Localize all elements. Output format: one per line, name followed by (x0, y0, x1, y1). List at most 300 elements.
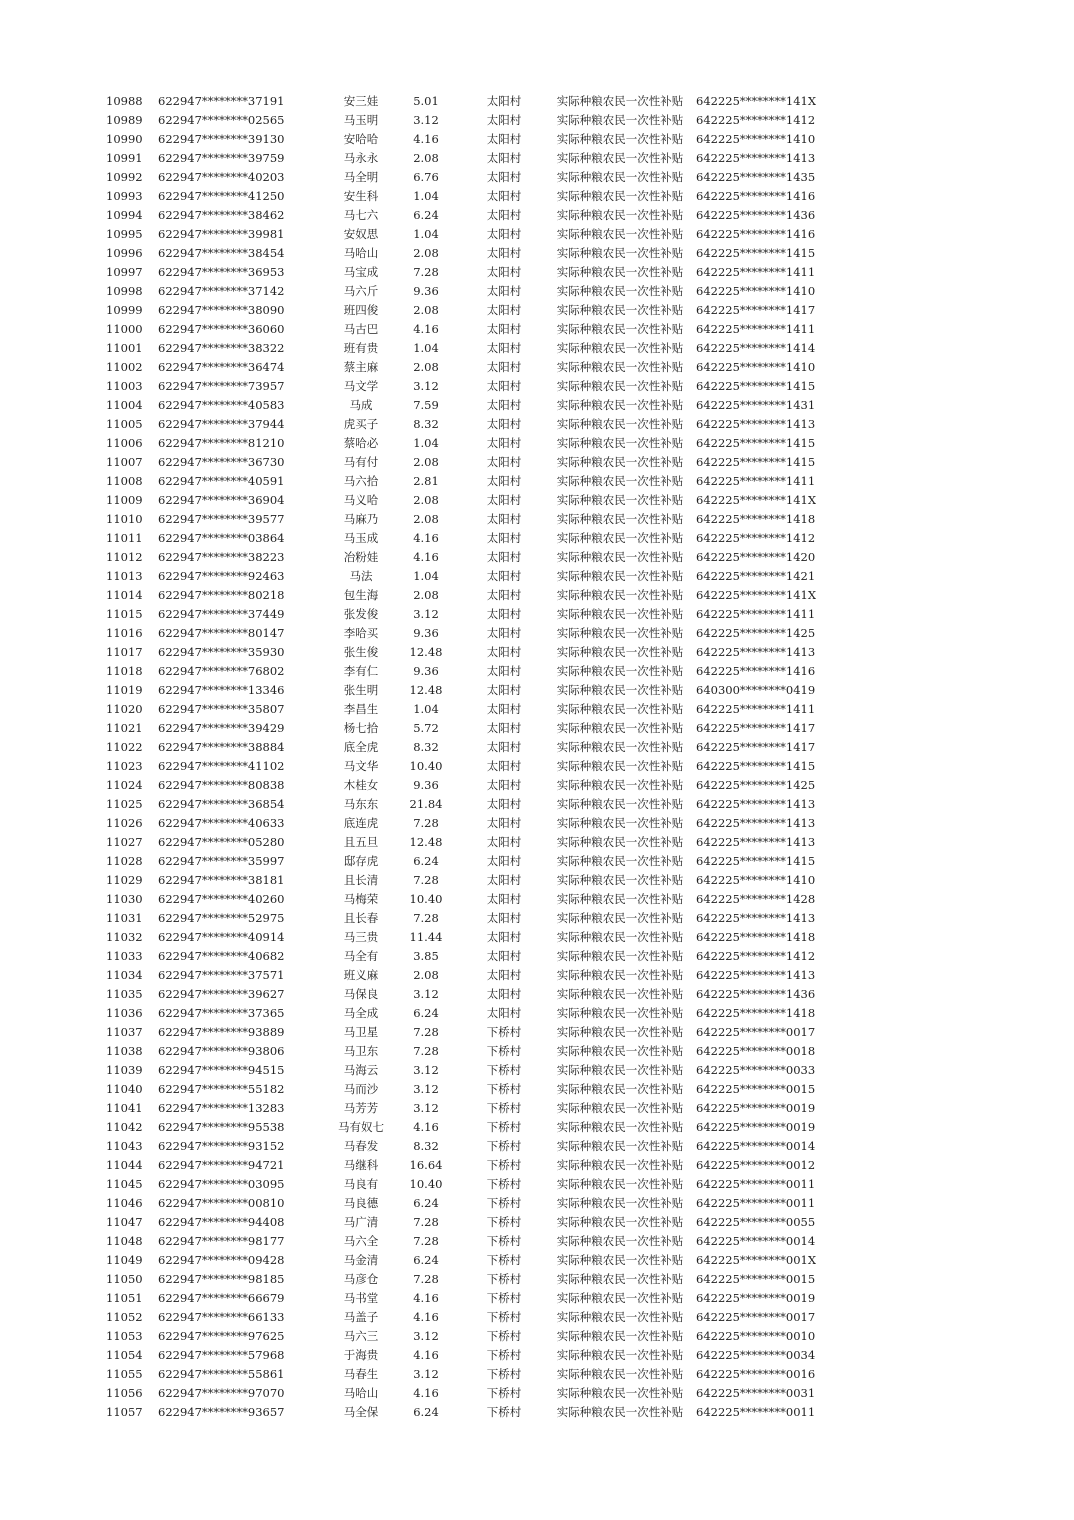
subsidy-type: 实际种粮农民一次性补贴 (556, 930, 684, 944)
farmer-name: 马春发 (343, 1139, 379, 1153)
table-row (100, 1099, 840, 1118)
row-number: 11014 (106, 588, 143, 602)
subsidy-amount: 5.01 (413, 94, 439, 108)
id-card-number: 642225********0014 (696, 1234, 816, 1248)
table-row (100, 1004, 840, 1023)
village-name: 太阳村 (486, 113, 522, 127)
row-number: 11022 (106, 740, 143, 754)
village-name: 太阳村 (486, 265, 522, 279)
row-number: 11003 (106, 379, 143, 393)
subsidy-type: 实际种粮农民一次性补贴 (556, 1082, 684, 1096)
subsidy-type: 实际种粮农民一次性补贴 (556, 1253, 684, 1267)
table-row (100, 1346, 840, 1365)
id-card-number: 642225********0033 (696, 1063, 816, 1077)
row-number: 11016 (106, 626, 143, 640)
subsidy-type: 实际种粮农民一次性补贴 (556, 626, 684, 640)
id-card-number: 642225********1415 (696, 379, 816, 393)
bank-card-number: 622947********98185 (158, 1272, 285, 1286)
bank-card-number: 622947********93152 (158, 1139, 285, 1153)
table-row (100, 548, 840, 567)
table-row (100, 453, 840, 472)
table-row (100, 586, 840, 605)
row-number: 11020 (106, 702, 143, 716)
subsidy-amount: 8.32 (413, 417, 439, 431)
bank-card-number: 622947********09428 (158, 1253, 285, 1267)
farmer-name: 马盖子 (343, 1310, 379, 1324)
subsidy-amount: 9.36 (413, 664, 439, 678)
table-row (100, 92, 840, 111)
village-name: 下桥村 (486, 1386, 522, 1400)
subsidy-type: 实际种粮农民一次性补贴 (556, 398, 684, 412)
subsidy-type: 实际种粮农民一次性补贴 (556, 132, 684, 146)
id-card-number: 642225********1418 (696, 930, 816, 944)
row-number: 10995 (106, 227, 143, 241)
subsidy-amount: 12.48 (409, 645, 443, 659)
village-name: 太阳村 (486, 151, 522, 165)
village-name: 太阳村 (486, 322, 522, 336)
row-number: 11033 (106, 949, 143, 963)
table-row (100, 1156, 840, 1175)
bank-card-number: 622947********40682 (158, 949, 285, 963)
subsidy-type: 实际种粮农民一次性补贴 (556, 740, 684, 754)
subsidy-type: 实际种粮农民一次性补贴 (556, 873, 684, 887)
farmer-name: 马海云 (343, 1063, 379, 1077)
table-row (100, 928, 840, 947)
table-row (100, 244, 840, 263)
farmer-name: 马芳芳 (343, 1101, 379, 1115)
bank-card-number: 622947********37944 (158, 417, 285, 431)
village-name: 太阳村 (486, 512, 522, 526)
bank-card-number: 622947********40633 (158, 816, 285, 830)
row-number: 11056 (106, 1386, 143, 1400)
row-number: 11010 (106, 512, 143, 526)
bank-card-number: 622947********35930 (158, 645, 285, 659)
bank-card-number: 622947********94515 (158, 1063, 285, 1077)
bank-card-number: 622947********39130 (158, 132, 285, 146)
table-row (100, 795, 840, 814)
table-row (100, 643, 840, 662)
farmer-name: 邸存虎 (343, 854, 379, 868)
farmer-name: 虎买子 (343, 417, 379, 431)
id-card-number: 642225********1416 (696, 189, 816, 203)
subsidy-type: 实际种粮农民一次性补贴 (556, 607, 684, 621)
farmer-name: 马而沙 (343, 1082, 379, 1096)
village-name: 太阳村 (486, 341, 522, 355)
subsidy-amount: 4.16 (413, 1348, 439, 1362)
table-row (100, 1080, 840, 1099)
subsidy-type: 实际种粮农民一次性补贴 (556, 303, 684, 317)
bank-card-number: 622947********40914 (158, 930, 285, 944)
subsidy-amount: 7.28 (413, 1234, 439, 1248)
row-number: 10994 (106, 208, 143, 222)
table-row (100, 187, 840, 206)
table-row (100, 339, 840, 358)
id-card-number: 642225********0017 (696, 1025, 816, 1039)
village-name: 下桥村 (486, 1253, 522, 1267)
farmer-name: 张生明 (343, 683, 379, 697)
id-card-number: 642225********0015 (696, 1272, 816, 1286)
row-number: 11023 (106, 759, 143, 773)
id-card-number: 642225********0011 (696, 1405, 816, 1419)
subsidy-amount: 7.28 (413, 265, 439, 279)
id-card-number: 642225********1413 (696, 816, 816, 830)
row-number: 11049 (106, 1253, 143, 1267)
row-number: 10997 (106, 265, 143, 279)
farmer-name: 马永永 (343, 151, 379, 165)
farmer-name: 杨七拾 (343, 721, 379, 735)
farmer-name: 马三贵 (343, 930, 379, 944)
village-name: 下桥村 (486, 1082, 522, 1096)
subsidy-amount: 1.04 (413, 702, 439, 716)
farmer-name: 马广清 (343, 1215, 379, 1229)
row-number: 11055 (106, 1367, 143, 1381)
farmer-name: 班四俊 (343, 303, 379, 317)
table-row (100, 624, 840, 643)
table-row (100, 852, 840, 871)
farmer-name: 马春生 (343, 1367, 379, 1381)
subsidy-type: 实际种粮农民一次性补贴 (556, 1405, 684, 1419)
village-name: 太阳村 (486, 189, 522, 203)
id-card-number: 642225********1420 (696, 550, 816, 564)
subsidy-amount: 1.04 (413, 189, 439, 203)
row-number: 11024 (106, 778, 143, 792)
subsidy-type: 实际种粮农民一次性补贴 (556, 379, 684, 393)
bank-card-number: 622947********37571 (158, 968, 285, 982)
farmer-name: 于海贵 (343, 1348, 379, 1362)
row-number: 11051 (106, 1291, 143, 1305)
bank-card-number: 622947********40260 (158, 892, 285, 906)
table-row (100, 1384, 840, 1403)
row-number: 11035 (106, 987, 143, 1001)
bank-card-number: 622947********36060 (158, 322, 285, 336)
id-card-number: 642225********0010 (696, 1329, 816, 1343)
farmer-name: 马东东 (343, 797, 379, 811)
table-row (100, 1061, 840, 1080)
table-row (100, 377, 840, 396)
row-number: 11043 (106, 1139, 143, 1153)
id-card-number: 642225********1413 (696, 645, 816, 659)
bank-card-number: 622947********38181 (158, 873, 285, 887)
village-name: 下桥村 (486, 1329, 522, 1343)
bank-card-number: 622947********13346 (158, 683, 285, 697)
id-card-number: 642225********1415 (696, 854, 816, 868)
village-name: 下桥村 (486, 1367, 522, 1381)
subsidy-amount: 8.32 (413, 1139, 439, 1153)
subsidy-amount: 3.12 (413, 379, 439, 393)
village-name: 下桥村 (486, 1215, 522, 1229)
farmer-name: 马全成 (343, 1006, 379, 1020)
table-row (100, 111, 840, 130)
id-card-number: 642225********0017 (696, 1310, 816, 1324)
farmer-name: 马六全 (343, 1234, 379, 1248)
village-name: 下桥村 (486, 1196, 522, 1210)
table-row (100, 225, 840, 244)
bank-card-number: 622947********37449 (158, 607, 285, 621)
id-card-number: 642225********0055 (696, 1215, 816, 1229)
table-row (100, 605, 840, 624)
subsidy-type: 实际种粮农民一次性补贴 (556, 702, 684, 716)
farmer-name: 马哈山 (343, 246, 379, 260)
village-name: 太阳村 (486, 645, 522, 659)
subsidy-amount: 4.16 (413, 531, 439, 545)
subsidy-amount: 9.36 (413, 626, 439, 640)
subsidy-table (100, 92, 840, 1422)
subsidy-type: 实际种粮农民一次性补贴 (556, 436, 684, 450)
farmer-name: 木桂女 (343, 778, 379, 792)
subsidy-type: 实际种粮农民一次性补贴 (556, 151, 684, 165)
bank-card-number: 622947********55861 (158, 1367, 285, 1381)
id-card-number: 642225********1411 (696, 322, 816, 336)
id-card-number: 642225********1410 (696, 873, 816, 887)
subsidy-type: 实际种粮农民一次性补贴 (556, 208, 684, 222)
id-card-number: 642225********0019 (696, 1291, 816, 1305)
bank-card-number: 622947********00810 (158, 1196, 285, 1210)
id-card-number: 642225********0014 (696, 1139, 816, 1153)
subsidy-amount: 3.12 (413, 1063, 439, 1077)
bank-card-number: 622947********40203 (158, 170, 285, 184)
farmer-name: 安三娃 (343, 94, 379, 108)
row-number: 11029 (106, 873, 143, 887)
subsidy-amount: 4.16 (413, 550, 439, 564)
village-name: 太阳村 (486, 683, 522, 697)
subsidy-type: 实际种粮农民一次性补贴 (556, 189, 684, 203)
table-row (100, 396, 840, 415)
bank-card-number: 622947********35807 (158, 702, 285, 716)
subsidy-type: 实际种粮农民一次性补贴 (556, 341, 684, 355)
subsidy-type: 实际种粮农民一次性补贴 (556, 550, 684, 564)
id-card-number: 642225********141X (696, 493, 817, 507)
id-card-number: 642225********1412 (696, 113, 816, 127)
bank-card-number: 622947********97625 (158, 1329, 285, 1343)
bank-card-number: 622947********02565 (158, 113, 285, 127)
row-number: 11007 (106, 455, 143, 469)
village-name: 太阳村 (486, 550, 522, 564)
id-card-number: 642225********1410 (696, 132, 816, 146)
table-row (100, 1194, 840, 1213)
row-number: 10988 (106, 94, 143, 108)
farmer-name: 马六斤 (343, 284, 379, 298)
farmer-name: 班有贵 (343, 341, 379, 355)
village-name: 太阳村 (486, 702, 522, 716)
row-number: 10992 (106, 170, 143, 184)
bank-card-number: 622947********39759 (158, 151, 285, 165)
farmer-name: 蔡哈必 (343, 436, 379, 450)
bank-card-number: 622947********55182 (158, 1082, 285, 1096)
bank-card-number: 622947********95538 (158, 1120, 285, 1134)
bank-card-number: 622947********76802 (158, 664, 285, 678)
row-number: 11052 (106, 1310, 143, 1324)
table-row (100, 909, 840, 928)
farmer-name: 马卫东 (343, 1044, 379, 1058)
id-card-number: 642225********0018 (696, 1044, 816, 1058)
farmer-name: 马有付 (343, 455, 379, 469)
farmer-name: 蔡主麻 (343, 360, 379, 374)
row-number: 11044 (106, 1158, 143, 1172)
id-card-number: 642225********0011 (696, 1177, 816, 1191)
subsidy-amount: 10.40 (409, 892, 443, 906)
subsidy-type: 实际种粮农民一次性补贴 (556, 512, 684, 526)
subsidy-amount: 3.12 (413, 1329, 439, 1343)
table-row (100, 491, 840, 510)
village-name: 太阳村 (486, 417, 522, 431)
bank-card-number: 622947********36854 (158, 797, 285, 811)
table-row (100, 130, 840, 149)
id-card-number: 642225********1421 (696, 569, 816, 583)
village-name: 太阳村 (486, 797, 522, 811)
subsidy-amount: 6.24 (413, 1405, 439, 1419)
bank-card-number: 622947********37365 (158, 1006, 285, 1020)
id-card-number: 642225********1410 (696, 284, 816, 298)
id-card-number: 642225********1425 (696, 626, 816, 640)
village-name: 太阳村 (486, 94, 522, 108)
subsidy-type: 实际种粮农民一次性补贴 (556, 322, 684, 336)
id-card-number: 642225********1414 (696, 341, 816, 355)
farmer-name: 马全有 (343, 949, 379, 963)
subsidy-type: 实际种粮农民一次性补贴 (556, 94, 684, 108)
table-row (100, 700, 840, 719)
village-name: 太阳村 (486, 170, 522, 184)
row-number: 10989 (106, 113, 143, 127)
subsidy-type: 实际种粮农民一次性补贴 (556, 968, 684, 982)
village-name: 太阳村 (486, 607, 522, 621)
table-row (100, 1289, 840, 1308)
table-row (100, 871, 840, 890)
row-number: 11048 (106, 1234, 143, 1248)
village-name: 下桥村 (486, 1063, 522, 1077)
bank-card-number: 622947********80218 (158, 588, 285, 602)
subsidy-type: 实际种粮农民一次性补贴 (556, 113, 684, 127)
subsidy-type: 实际种粮农民一次性补贴 (556, 854, 684, 868)
subsidy-amount: 2.08 (413, 246, 439, 260)
table-row (100, 149, 840, 168)
village-name: 下桥村 (486, 1158, 522, 1172)
village-name: 下桥村 (486, 1120, 522, 1134)
subsidy-type: 实际种粮农民一次性补贴 (556, 246, 684, 260)
subsidy-amount: 2.81 (413, 474, 439, 488)
bank-card-number: 622947********92463 (158, 569, 285, 583)
farmer-name: 底全虎 (343, 740, 379, 754)
table-row (100, 358, 840, 377)
bank-card-number: 622947********37142 (158, 284, 285, 298)
table-row (100, 1270, 840, 1289)
farmer-name: 张生俊 (343, 645, 379, 659)
bank-card-number: 622947********41250 (158, 189, 285, 203)
subsidy-amount: 2.08 (413, 493, 439, 507)
subsidy-amount: 7.28 (413, 816, 439, 830)
farmer-name: 马文学 (343, 379, 379, 393)
subsidy-type: 实际种粮农民一次性补贴 (556, 531, 684, 545)
id-card-number: 642225********1413 (696, 417, 816, 431)
id-card-number: 642225********1411 (696, 607, 816, 621)
table-row (100, 206, 840, 225)
id-card-number: 642225********1425 (696, 778, 816, 792)
bank-card-number: 622947********13283 (158, 1101, 285, 1115)
row-number: 10998 (106, 284, 143, 298)
village-name: 太阳村 (486, 227, 522, 241)
row-number: 11013 (106, 569, 143, 583)
bank-card-number: 622947********98177 (158, 1234, 285, 1248)
farmer-name: 马书堂 (343, 1291, 379, 1305)
village-name: 太阳村 (486, 474, 522, 488)
id-card-number: 642225********1412 (696, 949, 816, 963)
bank-card-number: 622947********40583 (158, 398, 285, 412)
subsidy-type: 实际种粮农民一次性补贴 (556, 797, 684, 811)
id-card-number: 642225********1417 (696, 740, 816, 754)
subsidy-type: 实际种粮农民一次性补贴 (556, 1234, 684, 1248)
subsidy-amount: 6.24 (413, 1253, 439, 1267)
id-card-number: 642225********1431 (696, 398, 816, 412)
village-name: 下桥村 (486, 1139, 522, 1153)
subsidy-amount: 2.08 (413, 512, 439, 526)
row-number: 10999 (106, 303, 143, 317)
bank-card-number: 622947********80147 (158, 626, 285, 640)
row-number: 11042 (106, 1120, 143, 1134)
subsidy-type: 实际种粮农民一次性补贴 (556, 645, 684, 659)
subsidy-amount: 3.12 (413, 607, 439, 621)
village-name: 下桥村 (486, 1405, 522, 1419)
village-name: 下桥村 (486, 1310, 522, 1324)
subsidy-type: 实际种粮农民一次性补贴 (556, 664, 684, 678)
row-number: 11037 (106, 1025, 143, 1039)
table-row (100, 510, 840, 529)
table-row (100, 662, 840, 681)
village-name: 太阳村 (486, 284, 522, 298)
subsidy-type: 实际种粮农民一次性补贴 (556, 1348, 684, 1362)
village-name: 太阳村 (486, 246, 522, 260)
subsidy-type: 实际种粮农民一次性补贴 (556, 1329, 684, 1343)
bank-card-number: 622947********93889 (158, 1025, 285, 1039)
subsidy-type: 实际种粮农民一次性补贴 (556, 892, 684, 906)
bank-card-number: 622947********38884 (158, 740, 285, 754)
table-row (100, 1308, 840, 1327)
farmer-name: 马全保 (343, 1405, 379, 1419)
subsidy-type: 实际种粮农民一次性补贴 (556, 987, 684, 1001)
subsidy-amount: 4.16 (413, 1291, 439, 1305)
farmer-name: 马玉明 (343, 113, 379, 127)
id-card-number: 642225********0011 (696, 1196, 816, 1210)
id-card-number: 642225********1415 (696, 436, 816, 450)
bank-card-number: 622947********03095 (158, 1177, 285, 1191)
subsidy-amount: 12.48 (409, 835, 443, 849)
village-name: 太阳村 (486, 778, 522, 792)
subsidy-amount: 7.28 (413, 911, 439, 925)
row-number: 11000 (106, 322, 143, 336)
table-row (100, 168, 840, 187)
subsidy-type: 实际种粮农民一次性补贴 (556, 1196, 684, 1210)
subsidy-amount: 3.12 (413, 987, 439, 1001)
table-row (100, 301, 840, 320)
id-card-number: 640300********0419 (696, 683, 816, 697)
bank-card-number: 622947********52975 (158, 911, 285, 925)
village-name: 太阳村 (486, 949, 522, 963)
subsidy-type: 实际种粮农民一次性补贴 (556, 284, 684, 298)
bank-card-number: 622947********36904 (158, 493, 285, 507)
subsidy-type: 实际种粮农民一次性补贴 (556, 1120, 684, 1134)
subsidy-amount: 16.64 (409, 1158, 443, 1172)
subsidy-type: 实际种粮农民一次性补贴 (556, 1291, 684, 1305)
village-name: 下桥村 (486, 1025, 522, 1039)
id-card-number: 642225********0031 (696, 1386, 816, 1400)
village-name: 下桥村 (486, 1177, 522, 1191)
farmer-name: 且五旦 (343, 835, 379, 849)
village-name: 太阳村 (486, 664, 522, 678)
village-name: 太阳村 (486, 398, 522, 412)
village-name: 太阳村 (486, 132, 522, 146)
subsidy-amount: 3.12 (413, 1082, 439, 1096)
subsidy-amount: 3.12 (413, 1367, 439, 1381)
subsidy-amount: 7.28 (413, 1215, 439, 1229)
farmer-name: 安哈哈 (343, 132, 379, 146)
